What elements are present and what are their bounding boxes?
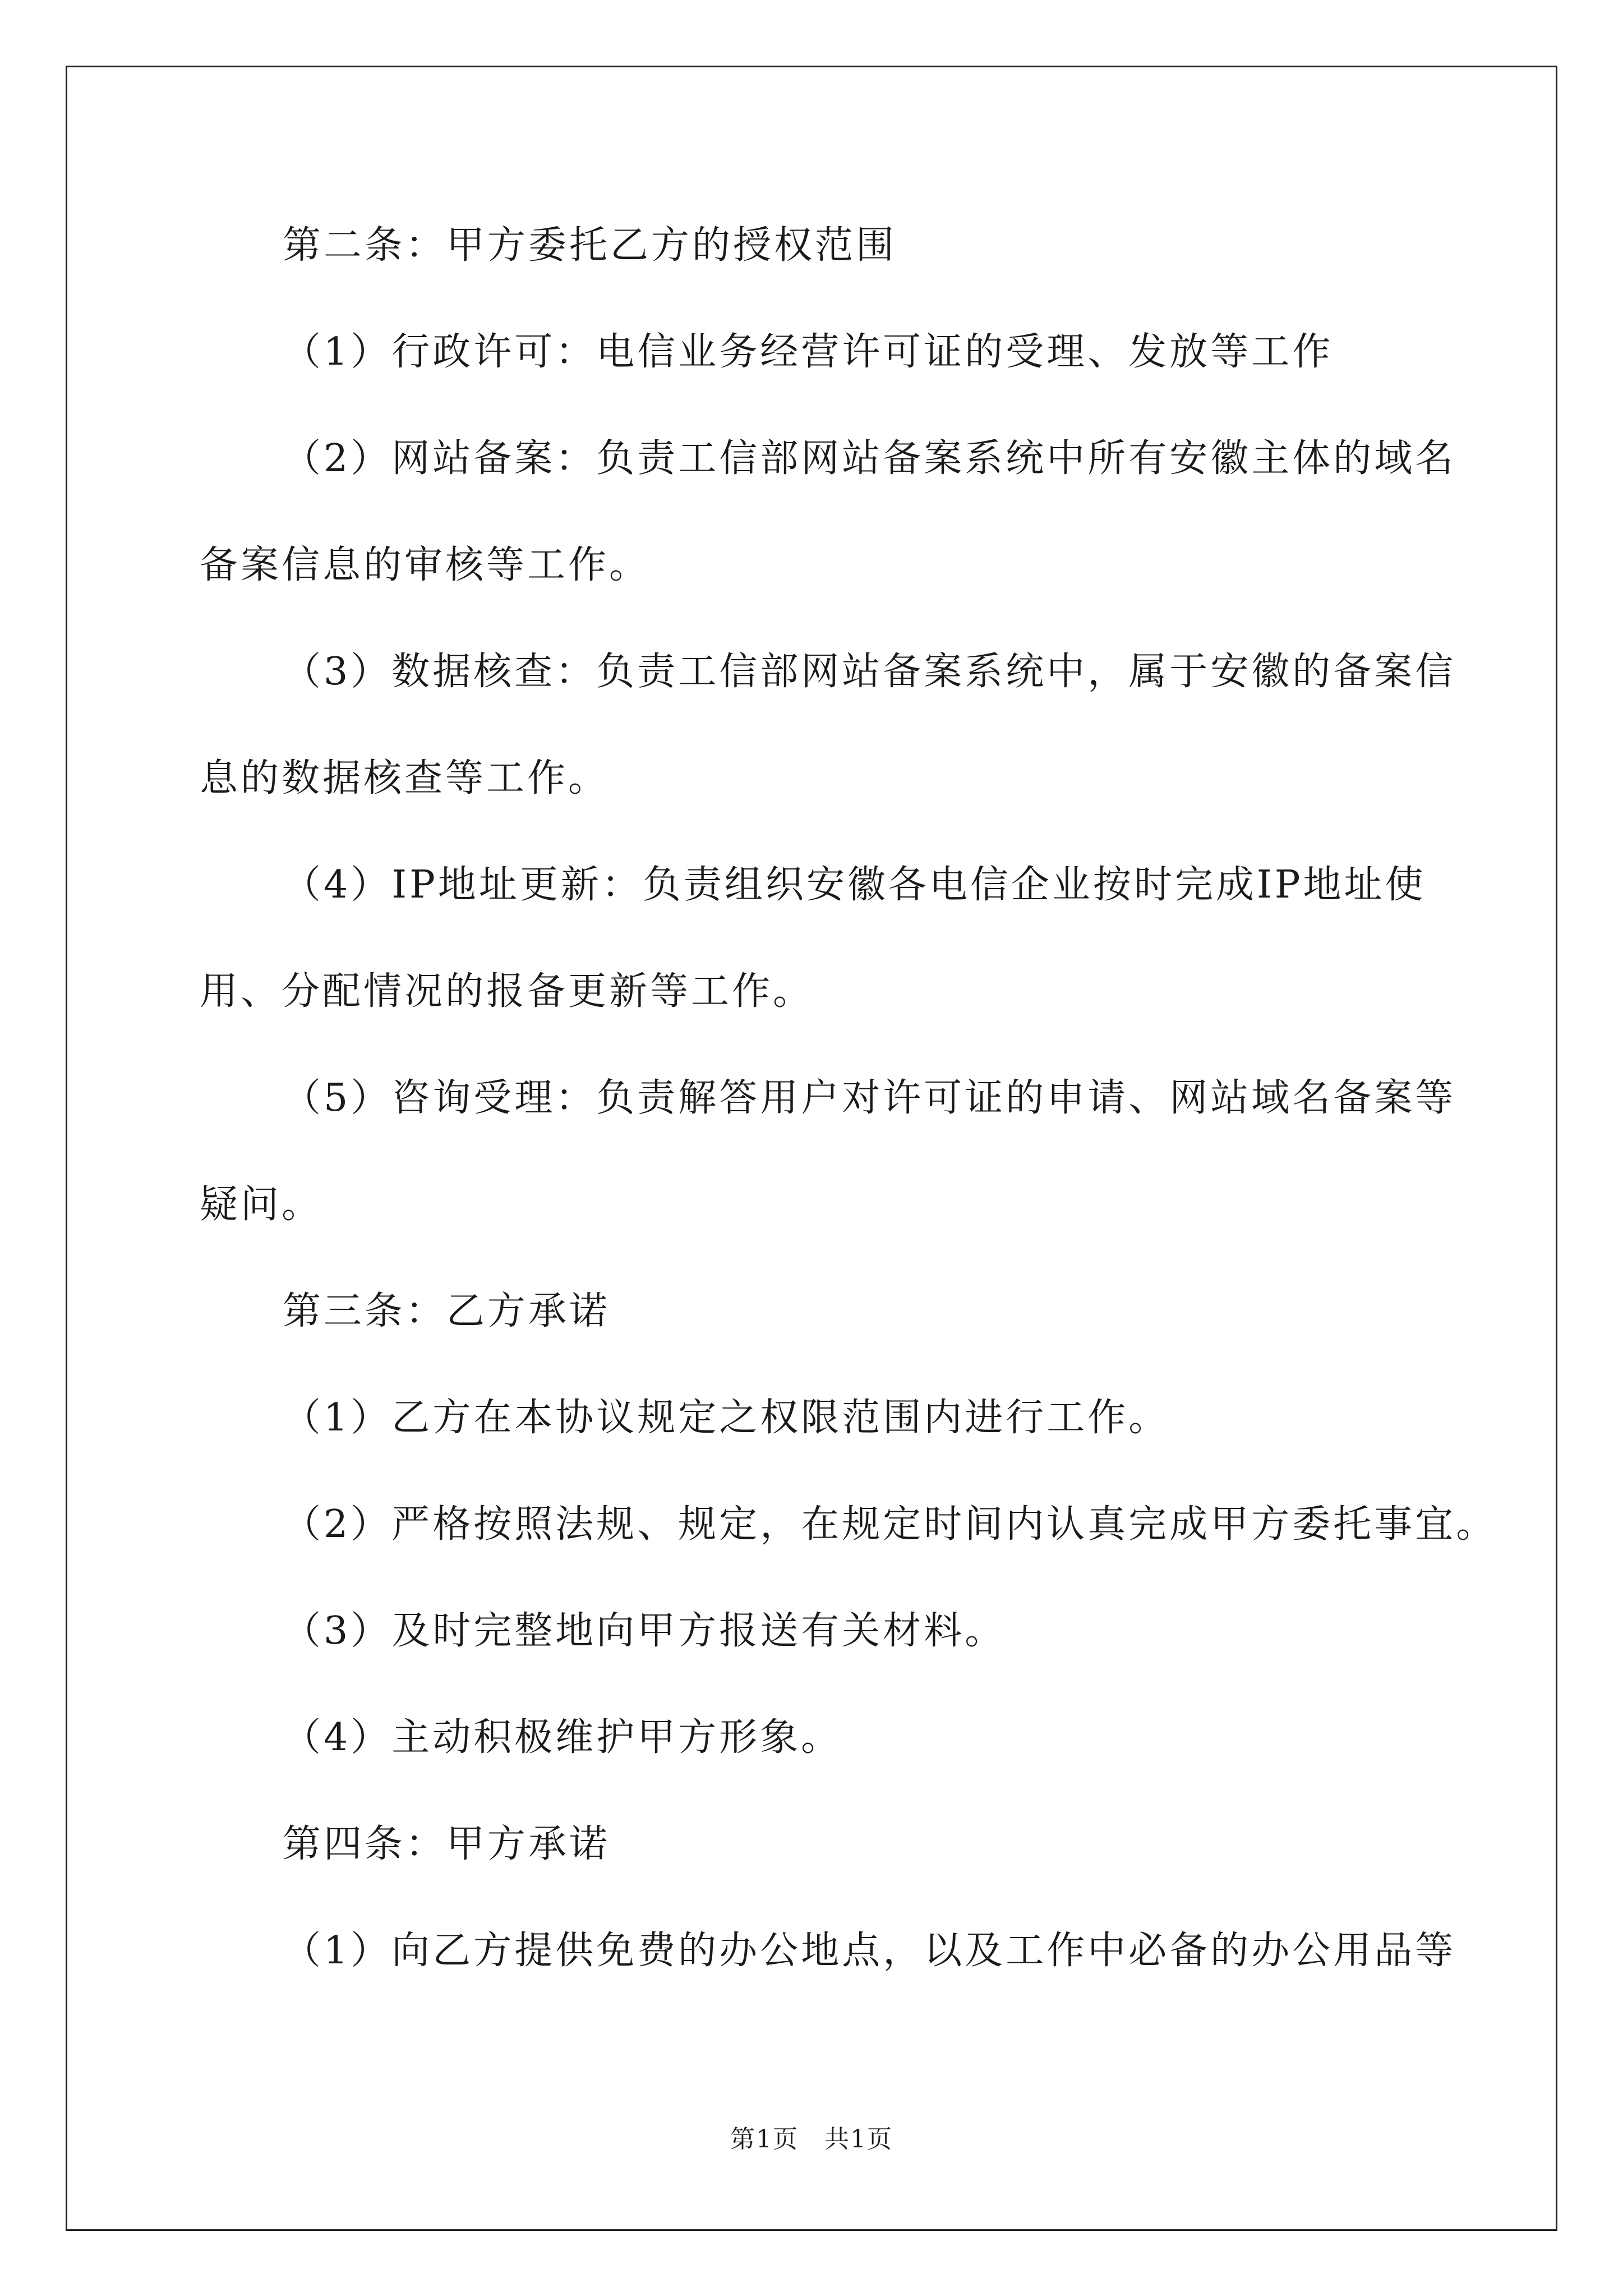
paragraph-line: 疑问。 <box>200 1182 323 1227</box>
article-3-heading: 第三条：乙方承诺 <box>283 1289 611 1333</box>
paragraph-line: 用、分配情况的报备更新等工作。 <box>200 969 814 1014</box>
paragraph-line: （1）乙方在本协议规定之权限范围内进行工作。 <box>283 1396 1170 1440</box>
article-4-heading: 第四条：甲方承诺 <box>283 1822 611 1866</box>
page-border <box>66 66 1557 2231</box>
paragraph-line: 息的数据核查等工作。 <box>200 756 610 800</box>
paragraph-line: （4）主动积极维护甲方形象。 <box>283 1715 842 1760</box>
article-2-heading: 第二条：甲方委托乙方的授权范围 <box>283 223 897 268</box>
page-number-footer: 第1页 共1页 <box>730 2125 893 2154</box>
paragraph-line: 备案信息的审核等工作。 <box>200 543 651 587</box>
paragraph-line: （1）向乙方提供免费的办公地点，以及工作中必备的办公用品等 <box>283 1929 1456 1973</box>
paragraph-line: （3）数据核查：负责工信部网站备案系统中，属于安徽的备案信 <box>283 650 1456 694</box>
paragraph-line: （1）行政许可：电信业务经营许可证的受理、发放等工作 <box>283 330 1334 374</box>
paragraph-line: （2）严格按照法规、规定，在规定时间内认真完成甲方委托事宜。 <box>283 1502 1497 1547</box>
paragraph-line: （5）咨询受理：负责解答用户对许可证的申请、网站域名备案等 <box>283 1076 1456 1120</box>
paragraph-line: （3）及时完整地向甲方报送有关材料。 <box>283 1609 1006 1653</box>
paragraph-line: （4）IP地址更新：负责组织安徽各电信企业按时完成IP地址使 <box>283 863 1426 907</box>
paragraph-line: （2）网站备案：负责工信部网站备案系统中所有安徽主体的域名 <box>283 436 1456 481</box>
